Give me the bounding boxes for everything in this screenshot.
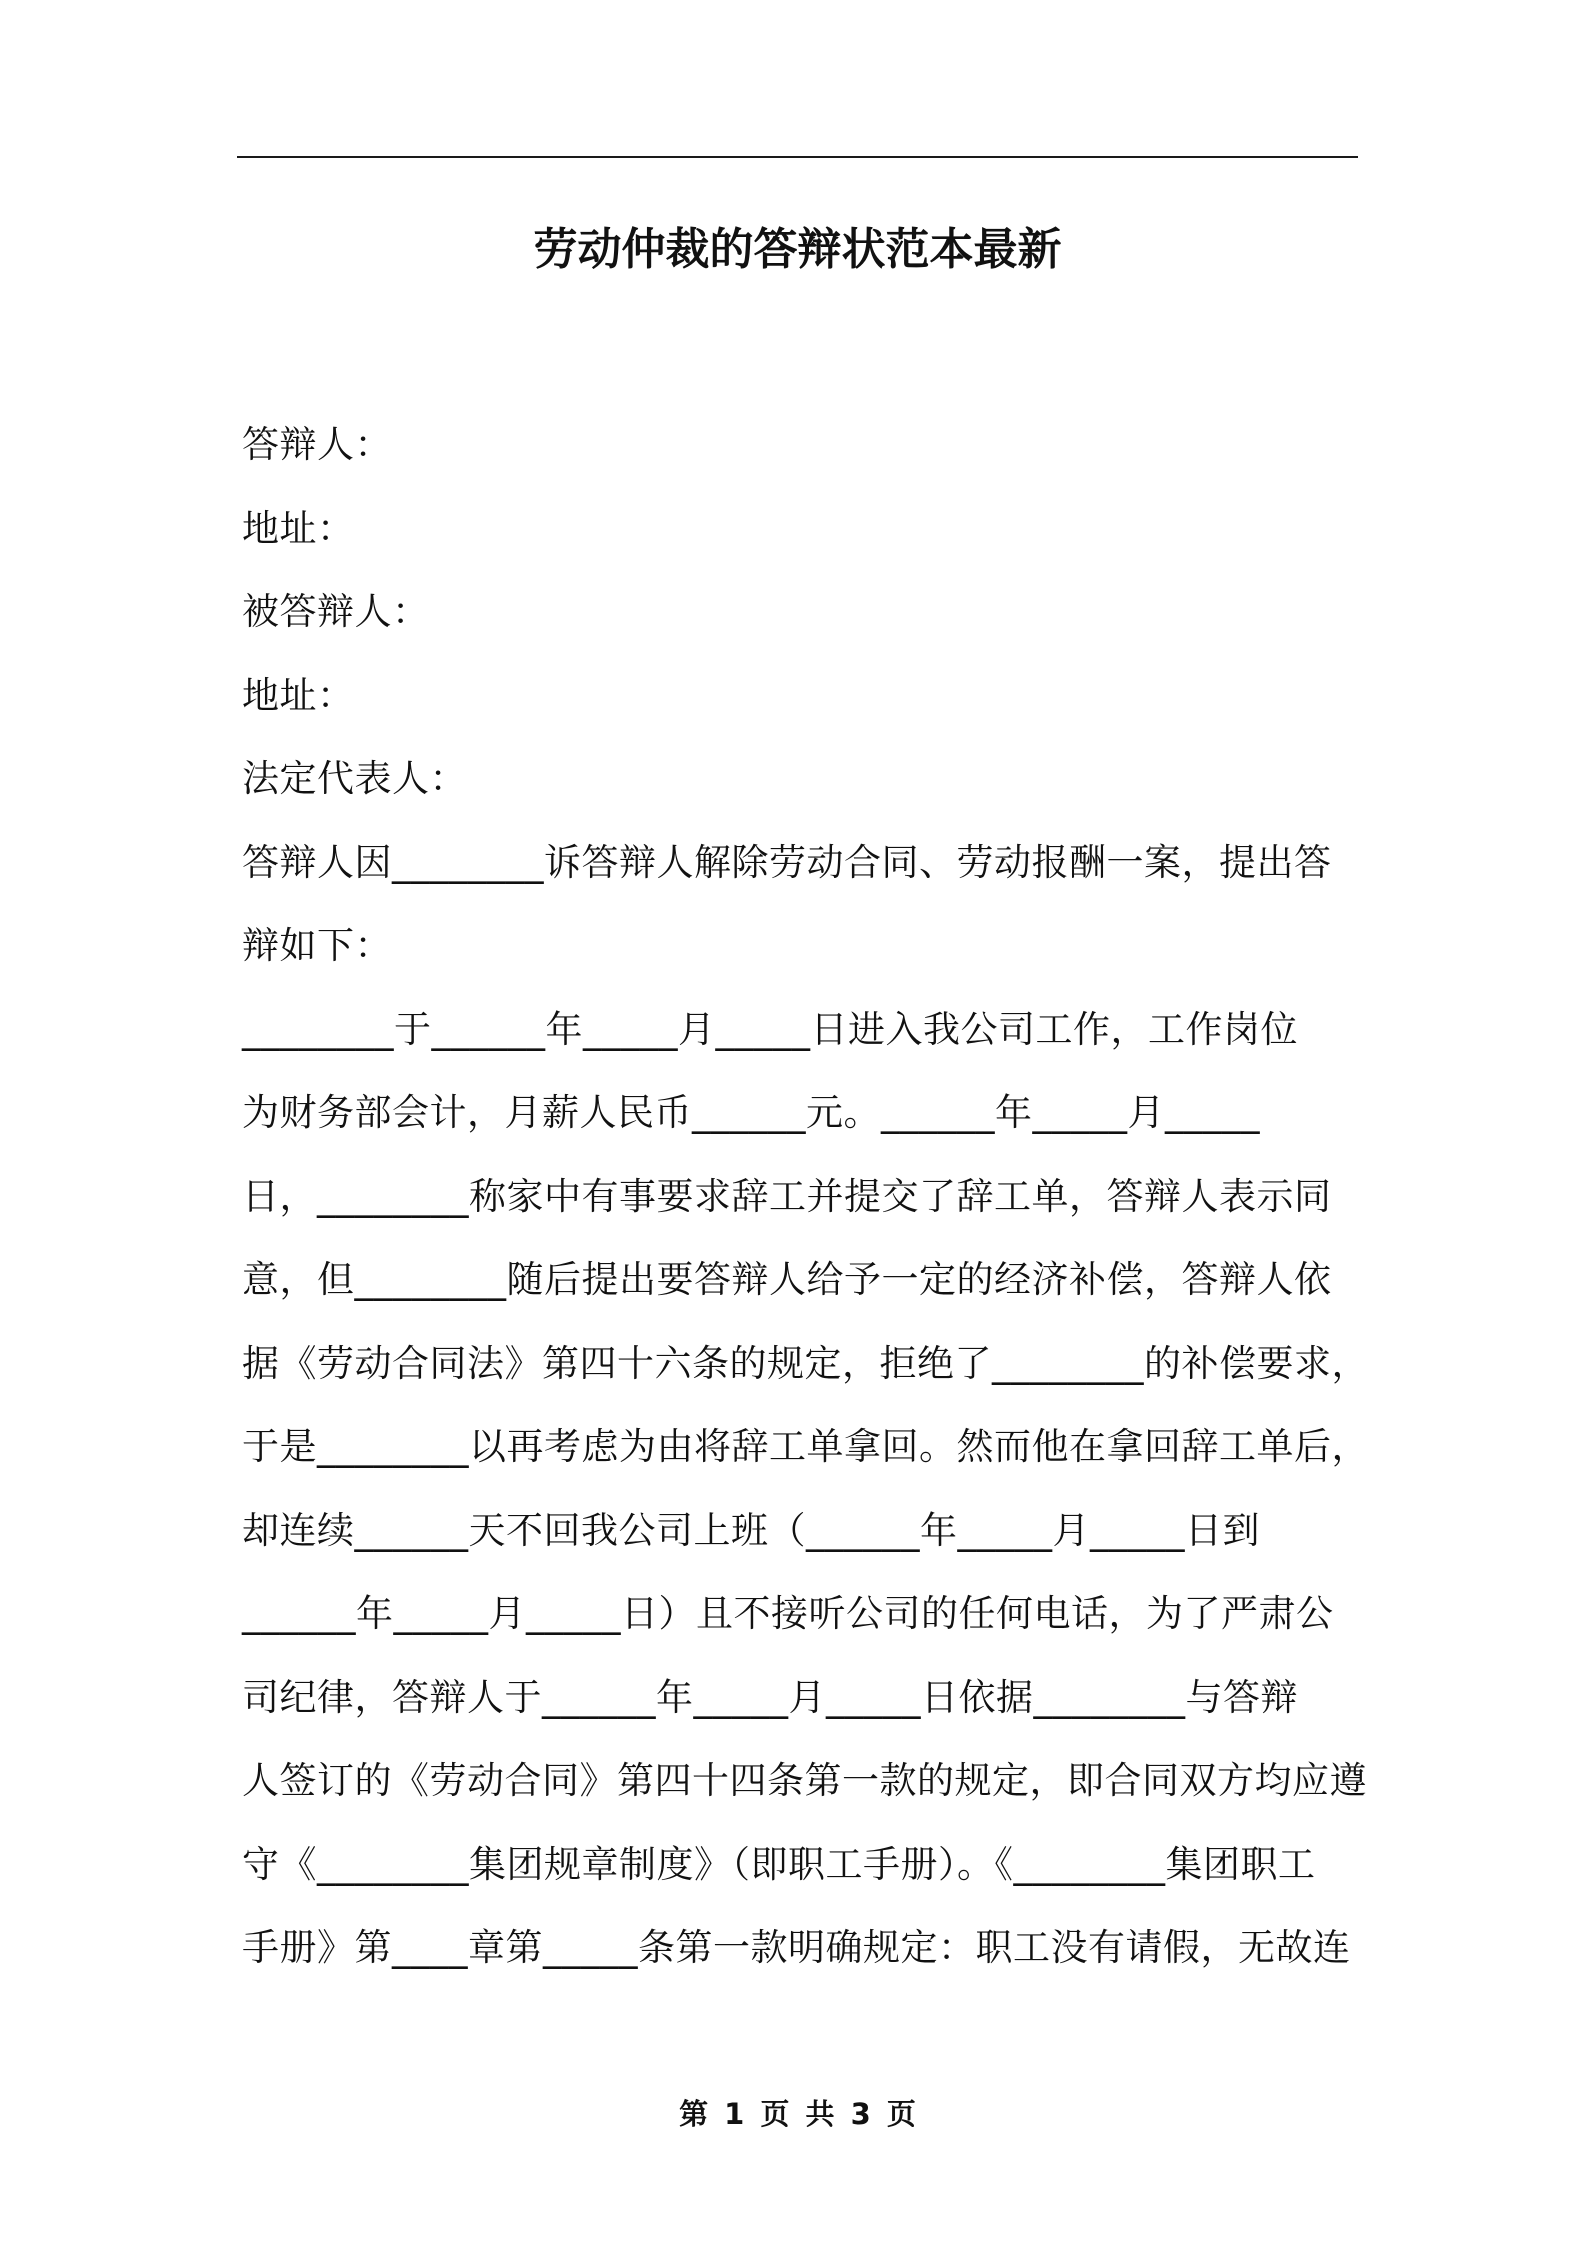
body-line: ______年_____月_____日）且不接听公司的任何电话，为了严肃公 xyxy=(242,1592,1334,1635)
claimant-address-label: 地址： xyxy=(242,673,355,717)
body-line: 人签订的《劳动合同》第四十四条第一款的规定，即合同双方均应遵 xyxy=(242,1759,1367,1802)
body-line: 守《________集团规章制度》（即职工手册）。《________集团职工 xyxy=(242,1842,1316,1886)
body-line: 司纪律，答辩人于______年_____月_____日依据________与答辩 xyxy=(242,1675,1298,1719)
respondent-address-label: 地址： xyxy=(242,506,355,550)
document-body xyxy=(242,403,1369,1990)
page-footer: 第 1 页 共 3 页 xyxy=(679,2097,916,2131)
body-line: 答辩人因________诉答辩人解除劳动合同、劳动报酬一案，提出答 xyxy=(242,840,1332,884)
legal-representative-label: 法定代表人： xyxy=(242,757,467,800)
body-line: 为财务部会计，月薪人民币______元。______年_____月_____ xyxy=(242,1091,1260,1134)
respondent-label: 答辩人： xyxy=(242,423,392,466)
body-line: 据《劳动合同法》第四十六条的规定，拒绝了________的补偿要求， xyxy=(242,1341,1369,1385)
document-title: 劳动仲裁的答辩状范本最新 xyxy=(533,224,1062,275)
body-line: 日，________称家中有事要求辞工并提交了辞工单，答辩人表示同 xyxy=(242,1174,1332,1218)
body-line: 于是________以再考虑为由将辞工单拿回。然而他在拿回辞工单后， xyxy=(242,1425,1369,1468)
body-line: 却连续______天不回我公司上班（______年_____月_____日到 xyxy=(242,1508,1260,1552)
body-line: 辩如下： xyxy=(242,924,392,967)
body-line: ________于______年_____月_____日进入我公司工作，工作岗位 xyxy=(242,1007,1298,1051)
body-line: 手册》第____章第_____条第一款明确规定：职工没有请假，无故连 xyxy=(242,1926,1351,1969)
claimant-label: 被答辩人： xyxy=(242,590,430,633)
header-rule xyxy=(237,156,1358,158)
body-line: 意，但________随后提出要答辩人给予一定的经济补偿，答辩人依 xyxy=(242,1258,1332,1301)
